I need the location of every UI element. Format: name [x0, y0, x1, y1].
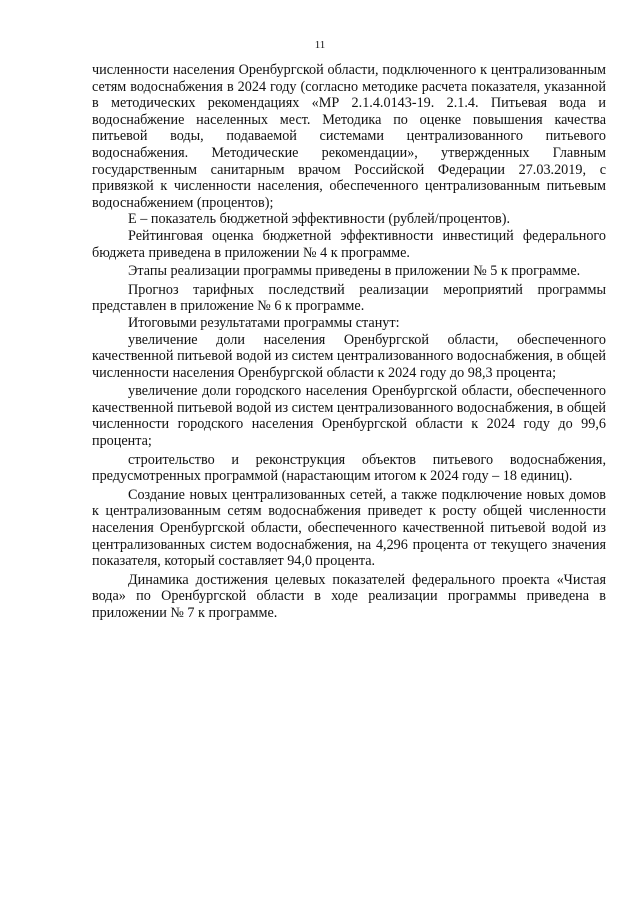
paragraph-results-intro: Итоговыми результатами программы станут: [128, 314, 400, 331]
paragraph-new-networks: Создание новых централизованных сетей, а также подключение новых домов к централизованным сетям водоснабжения приведет к росту общей численности населения Оренбургской области, обеспеченного качественной питьевой водой из централизованных систем водоснабжения, на 4,296 процента от текущего значения показателя, который составляет 94,0 процента. [92, 486, 606, 570]
list-item-result-1: увеличение доли населения Оренбургской области, обеспеченного качественной питьевой водой из систем централизованного водоснабжения, в общей численности населения Оренбургской области к 2024 году до 98,3 процента; [92, 331, 606, 381]
paragraph-rating: Рейтинговая оценка бюджетной эффективности инвестиций федерального бюджета приведена в приложении № 4 к программе. [92, 227, 606, 261]
paragraph-tariff-forecast: Прогноз тарифных последствий реализации мероприятий программы представлен в приложение № 6 к программе. [92, 281, 606, 315]
page-number: 11 [314, 39, 326, 51]
paragraph-dynamics: Динамика достижения целевых показателей федерального проекта «Чистая вода» по Оренбургской области в ходе реализации программы приведена в приложении № 7 к программе. [92, 571, 606, 621]
paragraph-budget-efficiency: E – показатель бюджетной эффективности (рублей/процентов). [128, 211, 511, 228]
document-body [92, 62, 606, 622]
paragraph-stages: Этапы реализации программы приведены в приложении № 5 к программе. [128, 263, 581, 280]
list-item-result-3: строительство и реконструкция объектов питьевого водоснабжения, предусмотренных программой (нарастающим итогом к 2024 году – 18 единиц). [92, 451, 606, 485]
list-item-result-2: увеличение доли городского населения Оренбургской области, обеспеченного качественной питьевой водой из систем централизованного водоснабжения, в общей численности городского населения Оренбургской области к 2024 году до 99,6 процента; [92, 383, 606, 450]
paragraph-continuation: численности населения Оренбургской области, подключенного к централизованным сетям водоснабжения в 2024 году (согласно методике расчета показателя, указанной в методических рекомендациях «МР 2.1.4.0143-19. 2.1.4. Питьевая вода и водоснабжение населенных мест. Методика по оценке повышения качества питьевой воды, подаваемой системами централизованного питьевого водоснабжения. Методические рекомендации», утвержденных Главным государственным санитарным врачом Российской Федерации 27.03.2019, с привязкой к численности населения, обеспеченного централизованным питьевым водоснабжением (процентов); [92, 62, 606, 211]
